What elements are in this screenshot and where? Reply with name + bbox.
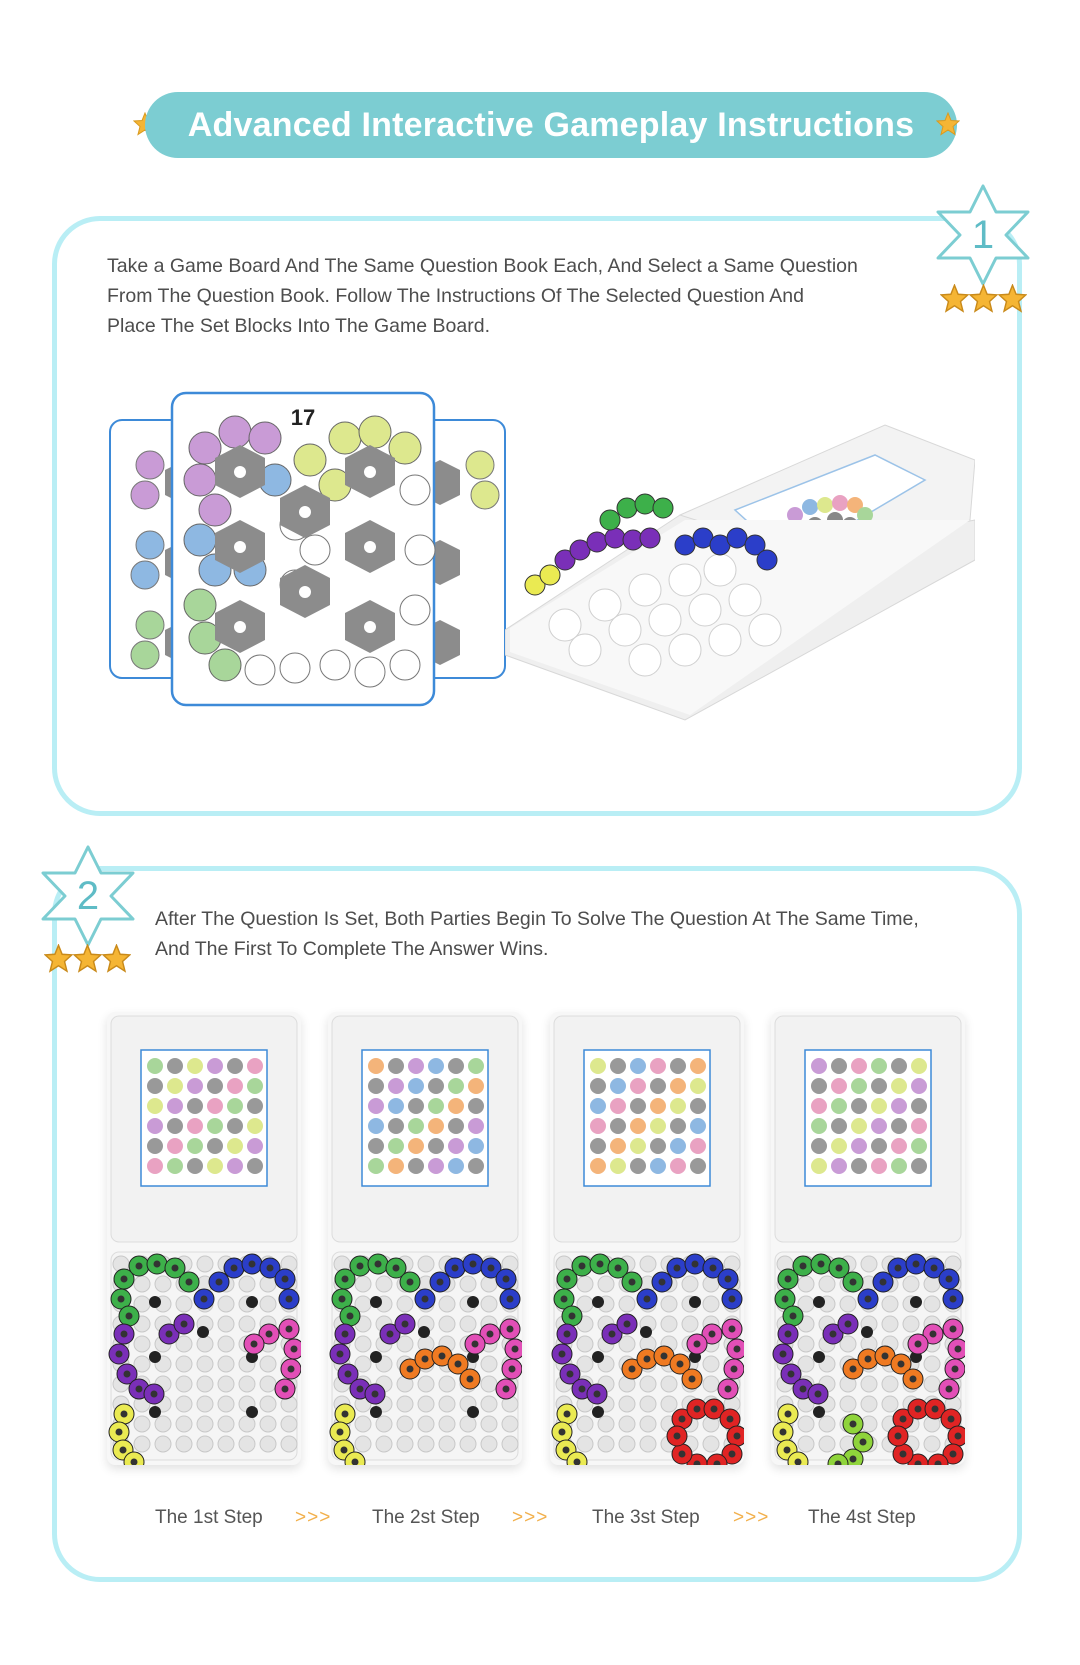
step-1-badge xyxy=(930,182,1036,288)
step-separator: >>> xyxy=(733,1507,770,1528)
step-board-graphic xyxy=(771,1012,965,1465)
rating-star-icon xyxy=(102,944,131,973)
description-line: Place The Set Blocks Into The Game Board. xyxy=(107,315,490,337)
step-1-rating xyxy=(940,284,1027,313)
description-line: And The First To Complete The Answer Wins. xyxy=(155,938,549,960)
question-number: 17 xyxy=(290,405,316,430)
step-label-4: The 4st Step xyxy=(808,1507,916,1528)
step-label-3: The 3st Step xyxy=(592,1507,700,1528)
step-2-description xyxy=(155,904,1015,964)
rating-star-icon xyxy=(940,284,969,313)
rating-star-icon xyxy=(969,284,998,313)
title-star-right-icon xyxy=(936,112,960,136)
step-board-graphic xyxy=(328,1012,522,1465)
page-title: Advanced Interactive Gameplay Instructions xyxy=(187,105,915,144)
rating-star-icon xyxy=(998,284,1027,313)
description-line: Take a Game Board And The Same Question Book Each, And Select a Same Question xyxy=(107,255,858,277)
title-banner xyxy=(145,92,957,158)
game-board-illustration xyxy=(505,420,975,730)
step-board-graphic xyxy=(107,1012,301,1465)
step-1-description xyxy=(107,251,927,341)
step-2-badge xyxy=(35,843,141,949)
step-label-1: The 1st Step xyxy=(155,1507,263,1528)
description-line: After The Question Is Set, Both Parties Begin To Solve The Question At The Same Time, xyxy=(155,908,919,930)
step-board-graphic xyxy=(550,1012,744,1465)
step-board xyxy=(771,1012,965,1465)
step-board xyxy=(107,1012,301,1465)
rating-star-icon xyxy=(73,944,102,973)
step-board xyxy=(550,1012,744,1465)
step-2-rating xyxy=(44,944,131,973)
description-line: From The Question Book. Follow The Instructions Of The Selected Question And xyxy=(107,285,804,307)
question-cards-illustration xyxy=(105,390,510,708)
rating-star-icon xyxy=(44,944,73,973)
step-1-number: 1 xyxy=(971,212,995,257)
step-label-2: The 2st Step xyxy=(372,1507,480,1528)
step-board xyxy=(328,1012,522,1465)
step-separator: >>> xyxy=(512,1507,549,1528)
step-separator: >>> xyxy=(295,1507,332,1528)
step-2-number: 2 xyxy=(76,873,100,918)
